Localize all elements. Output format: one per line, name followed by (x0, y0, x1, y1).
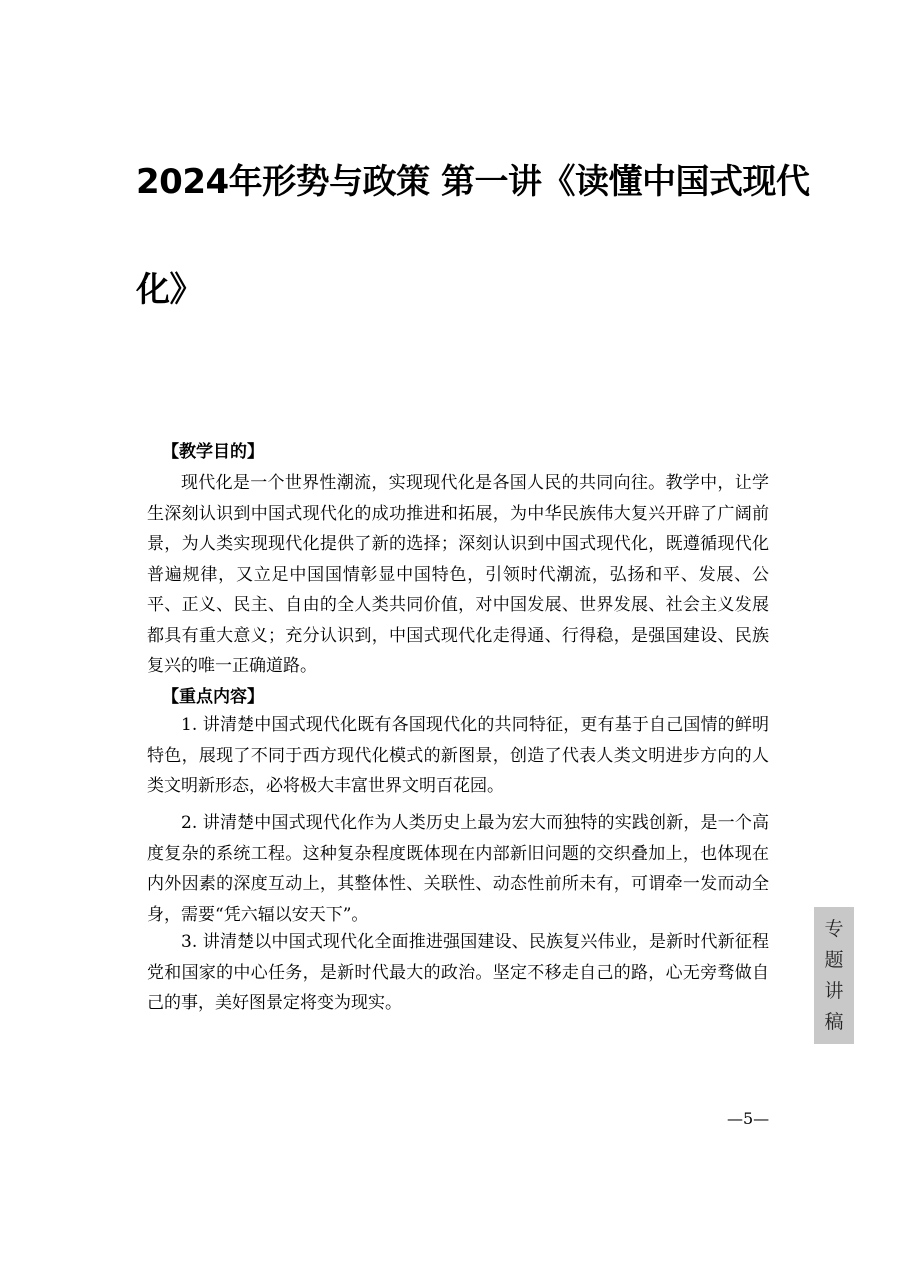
key-content-item-1: 1. 讲清楚中国式现代化既有各国现代化的共同特征，更有基于自己国情的鲜明特色，展现了不同于西方现代化模式的新图景，创造了代表人类文明进步方向的人类文明新形态，必将极大丰富世界文明百花园。 (147, 715, 769, 796)
side-tab-char: 题 (824, 948, 844, 971)
page-number: —5— (727, 1109, 770, 1128)
section-heading-objectives: 【教学目的】 (162, 442, 264, 462)
side-tab-char: 专 (824, 917, 844, 940)
key-content-item-3: 3. 讲清楚以中国式现代化全面推进强国建设、民族复兴伟业，是新时代新征程党和国家的中心任务，是新时代最大的政治。坚定不移走自己的路，心无旁骛做自己的事，美好图景定将变为现实。 (147, 932, 769, 1013)
key-content-item-2: 2. 讲清楚中国式现代化作为人类历史上最为宏大而独特的实践创新，是一个高度复杂的系统工程。这种复杂程度既体现在内部新旧问题的交织叠加上，也体现在内外因素的深度互动上，其整体性、关联性、动态性前所未有，可谓牵一发而动全身，需要“凭六辐以安天下”。 (147, 813, 769, 925)
section-heading-key-content: 【重点内容】 (162, 687, 264, 707)
side-tab (814, 907, 854, 1044)
side-tab-char: 稿 (824, 1010, 844, 1033)
page-title: 2024年形势与政策 第一讲《读懂中国式现代化》 (136, 162, 810, 310)
side-tab-char: 讲 (824, 979, 844, 1002)
objectives-paragraph: 现代化是一个世界性潮流，实现现代化是各国人民的共同向往。教学中，让学生深刻认识到中国式现代化的成功推进和拓展，为中华民族伟大复兴开辟了广阔前景，为人类实现现代化提供了新的选择；深刻认识到中国式现代化，既遵循现代化普遍规律，又立足中国国情彰显中国特色，引领时代潮流，弘扬和平、发展、公平、正义、民主、自由的全人类共同价值，对中国发展、世界发展、社会主义发展都具有重大意义；充分认识到，中国式现代化走得通、行得稳，是强国建设、民族复兴的唯一正确道路。 (147, 473, 769, 676)
